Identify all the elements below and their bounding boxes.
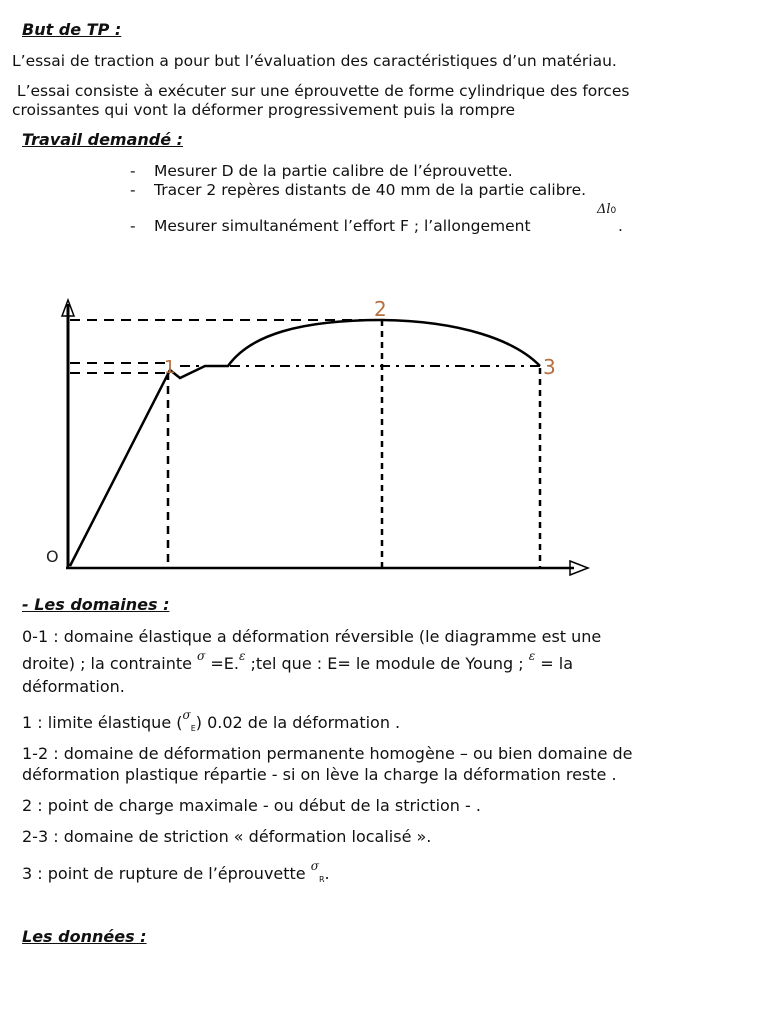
- list-item-period: .: [618, 217, 623, 235]
- point-1-label: 1: [164, 357, 176, 378]
- traction-curve-chart: [0, 290, 768, 590]
- section-title-donnees: Les données :: [22, 927, 147, 946]
- list-bullet: -: [130, 217, 136, 235]
- domaine-line: déformation.: [22, 677, 125, 696]
- stress-strain-curve: [70, 320, 540, 566]
- paragraph-line: L’essai de traction a pour but l’évaluation des caractéristiques d’un matériau.: [12, 52, 617, 70]
- domaine-line: 3 : point de rupture de l’éprouvette $^\sigma$R.: [22, 859, 330, 884]
- list-bullet: -: [130, 181, 136, 199]
- list-item: Mesurer D de la partie calibre de l’éprouvette.: [154, 162, 513, 180]
- list-item: Tracer 2 repères distants de 40 mm de la partie calibre.: [154, 181, 587, 199]
- domaine-line: droite) ; la contrainte $^\sigma$ =E.$^\varepsilon$ ;tel que : E= le module de Young ; $^\varepsilon$ = la: [22, 649, 574, 673]
- point-3-label: 3: [543, 355, 556, 379]
- delta-l0-symbol: Δl0: [597, 202, 617, 217]
- origin-label: O: [46, 547, 59, 566]
- domaine-line: 1 : limite élastique ($^\sigma$E) 0.02 de la déformation .: [22, 708, 401, 733]
- list-bullet: -: [130, 162, 136, 180]
- domaine-line: 1-2 : domaine de déformation permanente homogène – ou bien domaine de: [22, 744, 633, 763]
- section-title-domaines: - Les domaines :: [22, 595, 170, 614]
- list-item: Mesurer simultanément l’effort F ; l’allongement: [154, 217, 531, 235]
- section-title-but: But de TP :: [22, 20, 122, 39]
- domaine-line: 2 : point de charge maximale - ou début de la striction - .: [22, 796, 481, 815]
- paragraph-line: L’essai consiste à exécuter sur une éprouvette de forme cylindrique des forces: [12, 82, 630, 100]
- point-2-label: 2: [374, 297, 387, 321]
- paragraph-line: croissantes qui vont la déformer progressivement puis la rompre: [12, 101, 516, 119]
- domaine-line: 0-1 : domaine élastique a déformation réversible (le diagramme est une: [22, 627, 602, 646]
- domaine-line: 2-3 : domaine de striction « déformation localisé ».: [22, 827, 432, 846]
- domaine-line: déformation plastique répartie - si on lève la charge la déformation reste .: [22, 765, 617, 784]
- section-title-travail: Travail demandé :: [22, 130, 184, 149]
